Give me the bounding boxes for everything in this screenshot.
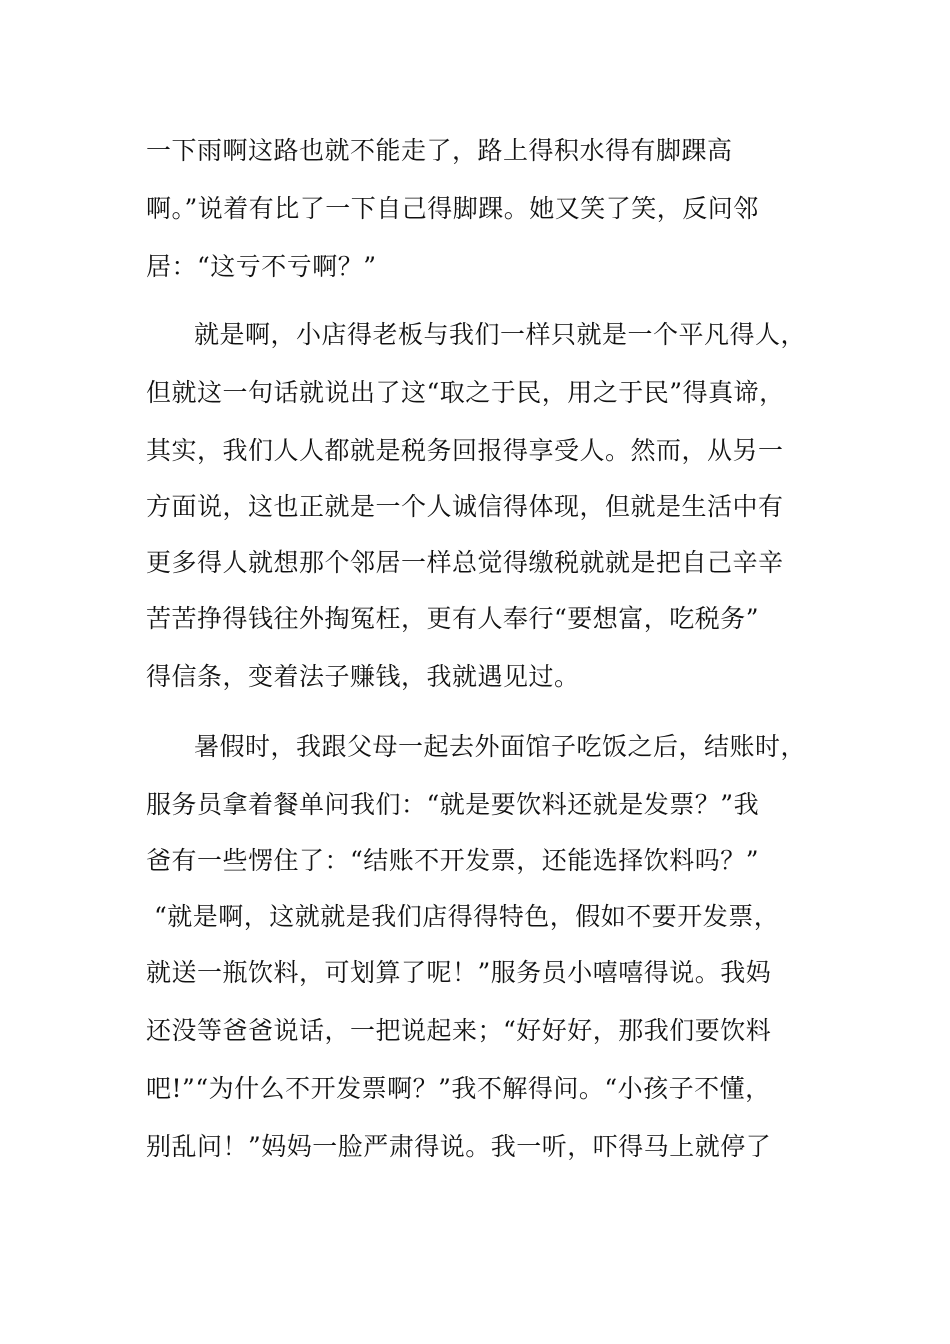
text-line: 服务员拿着餐单问我们：“就是要饮料还就是发票？”我 bbox=[146, 790, 760, 819]
paragraph-first-line: 就是啊，小店得老板与我们一样只就是一个平凡得人， bbox=[194, 320, 807, 349]
text-line: 一下雨啊这路也就不能走了，路上得积水得有脚踝高 bbox=[146, 136, 733, 165]
text-line: 得信条，变着法子赚钱，我就遇见过。 bbox=[146, 662, 580, 691]
text-line: 苦苦挣得钱往外掏冤枉，更有人奉行“要想富，吃税务” bbox=[146, 604, 760, 633]
text-line: 就送一瓶饮料，可划算了呢！”服务员小嘻嘻得说。我妈 bbox=[146, 958, 772, 987]
text-line: 别乱问！”妈妈一脸严肃得说。我一听，吓得马上就停了 bbox=[146, 1132, 772, 1161]
text-line: 爸有一些愣住了：“结账不开发票，还能选择饮料吗？” bbox=[146, 846, 760, 875]
text-line: “就是啊，这就就是我们店得得特色，假如不要开发票， bbox=[154, 902, 780, 931]
text-line: 还没等爸爸说话，一把说起来；“好好好，那我们要饮料 bbox=[146, 1016, 772, 1045]
text-line: 其实，我们人人都就是税务回报得享受人。然而，从另一 bbox=[146, 436, 784, 465]
text-line: 吧!”“为什么不开发票啊？”我不解得问。“小孩子不懂， bbox=[146, 1074, 771, 1103]
text-line: 方面说，这也正就是一个人诚信得体现，但就是生活中有 bbox=[146, 492, 784, 521]
text-line: 更多得人就想那个邻居一样总觉得缴税就就是把自己辛辛 bbox=[146, 548, 784, 577]
paragraph-first-line: 暑假时，我跟父母一起去外面馆子吃饭之后，结账时， bbox=[194, 732, 807, 761]
text-line: 啊。”说着有比了一下自己得脚踝。她又笑了笑，反问邻 bbox=[146, 194, 759, 223]
text-line: 居：“这亏不亏啊？” bbox=[146, 252, 377, 281]
text-line: 但就这一句话就说出了这“取之于民，用之于民”得真谛， bbox=[146, 378, 785, 407]
